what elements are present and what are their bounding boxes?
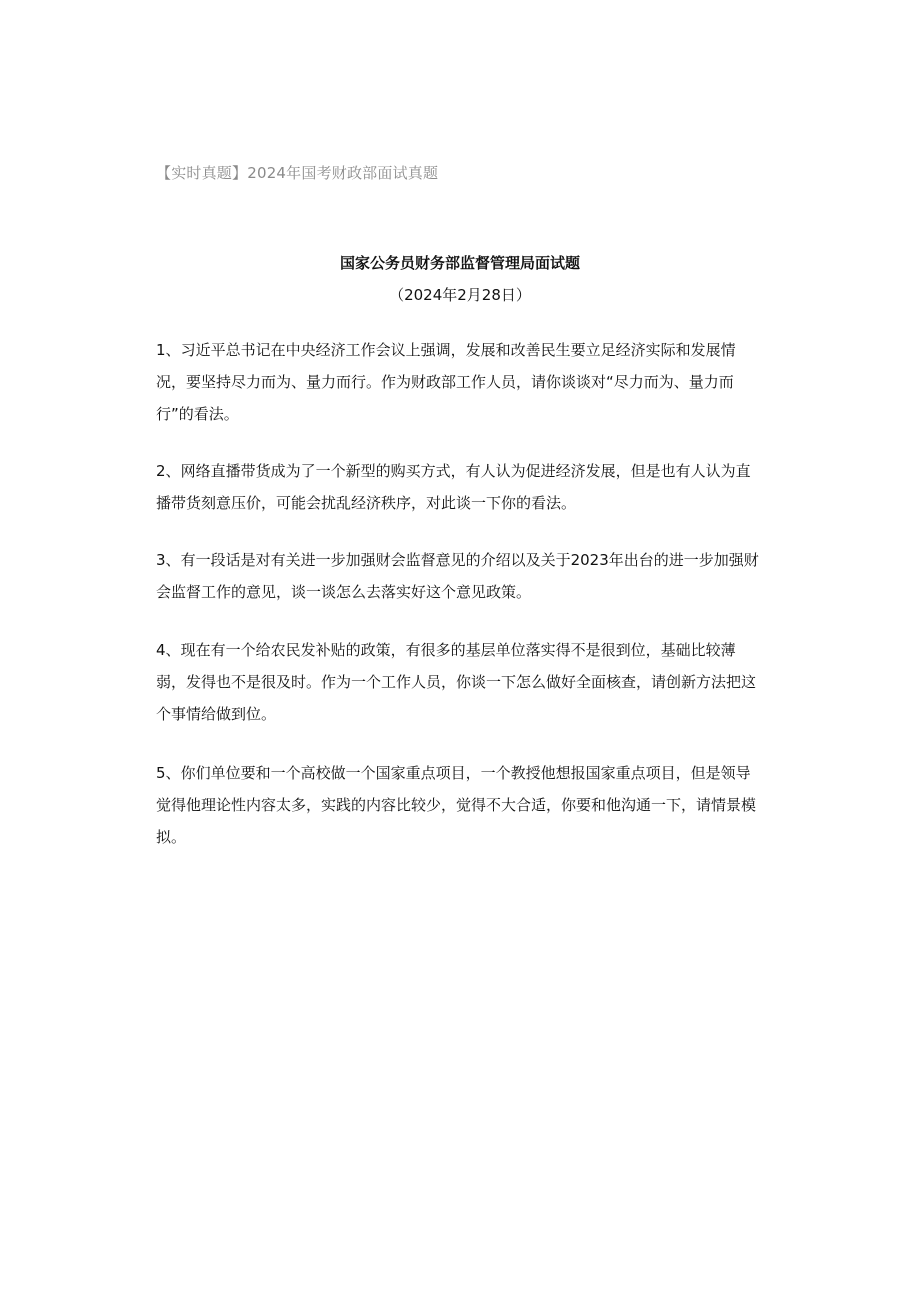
question-text: 网络直播带货成为了一个新型的购买方式，有人认为促进经济发展，但是也有人认为直播带货刻意压价，可能会扰乱经济秩序，对此谈一下你的看法。 <box>156 462 751 512</box>
document-date: （2024年2月28日） <box>389 286 531 304</box>
question-number: 4 <box>156 641 166 659</box>
question-number: 2 <box>156 462 166 480</box>
question-separator: 、 <box>165 641 181 659</box>
question-separator: 、 <box>165 341 181 359</box>
question-5 <box>156 757 762 853</box>
document-title: 国家公务员财务部监督管理局面试题 <box>339 254 580 272</box>
question-3 <box>156 544 762 608</box>
question-separator: 、 <box>165 764 181 782</box>
question-4 <box>156 634 762 730</box>
question-separator: 、 <box>165 462 181 480</box>
question-number: 3 <box>156 551 166 569</box>
question-number: 5 <box>156 764 166 782</box>
question-text: 现在有一个给农民发补贴的政策，有很多的基层单位落实得不是很到位，基础比较薄弱，发得也不是很及时。作为一个工作人员，你谈一下怎么做好全面核查，请创新方法把这个事情给做到位。 <box>156 641 757 723</box>
question-2 <box>156 455 762 519</box>
question-separator: 、 <box>165 551 181 569</box>
header-title: 【实时真题】2024年国考财政部面试真题 <box>156 164 439 182</box>
question-text: 习近平总书记在中央经济工作会议上强调，发展和改善民生要立足经济实际和发展情况，要坚持尽力而为、量力而行。作为财政部工作人员，请你谈谈对“尽力而为、量力而行”的看法。 <box>156 341 736 423</box>
question-text: 你们单位要和一个高校做一个国家重点项目，一个教授他想报国家重点项目，但是领导觉得他理论性内容太多，实践的内容比较少，觉得不大合适，你要和他沟通一下，请情景模拟。 <box>156 764 757 846</box>
question-number: 1 <box>156 341 166 359</box>
question-text: 有一段话是对有关进一步加强财会监督意见的介绍以及关于2023年出台的进一步加强财会监督工作的意见，谈一谈怎么去落实好这个意见政策。 <box>156 551 759 601</box>
question-1 <box>156 334 762 430</box>
